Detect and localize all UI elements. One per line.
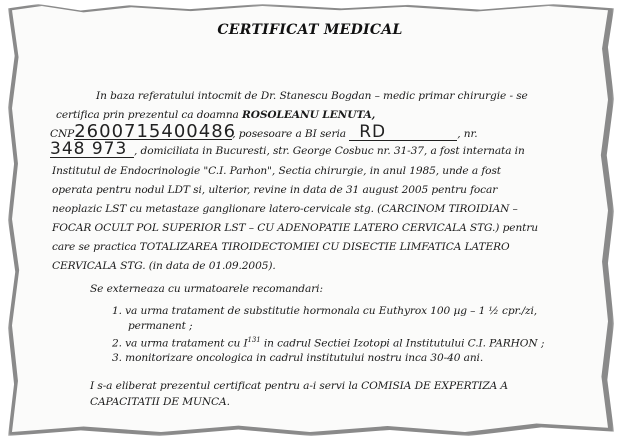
cnp-label: CNP bbox=[50, 128, 75, 140]
text: , domiciliata in Bucuresti, str. George Cosbuc nr. 31-37, a fost internata in bbox=[134, 145, 525, 157]
text-line bbox=[56, 109, 375, 121]
recommendation-1: 1. va urma tratament de substitutie hormonala cu Euthyrox 100 µg – 1 ½ cpr./zi, bbox=[112, 305, 538, 317]
text-line: care se practica TOTALIZAREA TIROIDECTOMIEI CU DISECTIE LIMFATICA LATERO bbox=[52, 241, 510, 253]
bi-number-handwritten: 348 973 bbox=[50, 142, 134, 158]
text-line: In baza referatului intocmit de Dr. Stanescu Bogdan – medic primar chirurgie - se bbox=[96, 90, 528, 102]
text: , posesoare a BI seria bbox=[232, 128, 350, 140]
text: , nr. bbox=[457, 128, 478, 140]
superscript: 131 bbox=[247, 336, 261, 344]
recommendation-3: 3. monitorizare oncologica in cadrul institutului nostru inca 30-40 ani. bbox=[112, 352, 484, 364]
text-line bbox=[50, 139, 525, 159]
final-line: CAPACITATII DE MUNCA. bbox=[90, 396, 230, 408]
document-title: CERTIFICAT MEDICAL bbox=[217, 22, 403, 38]
recommendation-1-cont: permanent ; bbox=[128, 320, 193, 332]
text-line: Institutul de Endocrinologie "C.I. Parhon", Sectia chirurgie, in anul 1985, unde a fost bbox=[52, 165, 501, 177]
text-line: operata pentru nodul LDT si, ulterior, revine in data de 31 august 2005 pentru focar bbox=[52, 184, 498, 196]
recommendation-2 bbox=[112, 336, 544, 350]
text: in cadrul Sectiei Izotopi al Institutului C.I. PARHON ; bbox=[260, 337, 545, 350]
patient-name: ROSOLEANU LENUTA, bbox=[242, 109, 376, 121]
text-line: neoplazic LST cu metastaze ganglionare latero-cervicale stg. (CARCINOM TIROIDIAN – bbox=[52, 203, 518, 215]
cnp-handwritten: 2600715400486 bbox=[74, 121, 237, 142]
recommendations-intro: Se externeaza cu urmatoarele recomandari: bbox=[90, 283, 323, 295]
bi-series-handwritten: RD bbox=[349, 125, 457, 141]
text: 2. va urma tratament cu I bbox=[112, 337, 248, 350]
text: certifica prin prezentul ca doamna bbox=[56, 109, 243, 121]
text-line: FOCAR OCULT POL SUPERIOR LST – CU ADENOPATIE LATERO CERVICALA STG.) pentru bbox=[52, 222, 539, 234]
final-line: I s-a eliberat prezentul certificat pentru a-i servi la COMISIA DE EXPERTIZA A bbox=[90, 380, 508, 392]
document-page bbox=[12, 6, 608, 432]
text-line: CERVICALA STG. (in data de 01.09.2005). bbox=[52, 260, 276, 272]
